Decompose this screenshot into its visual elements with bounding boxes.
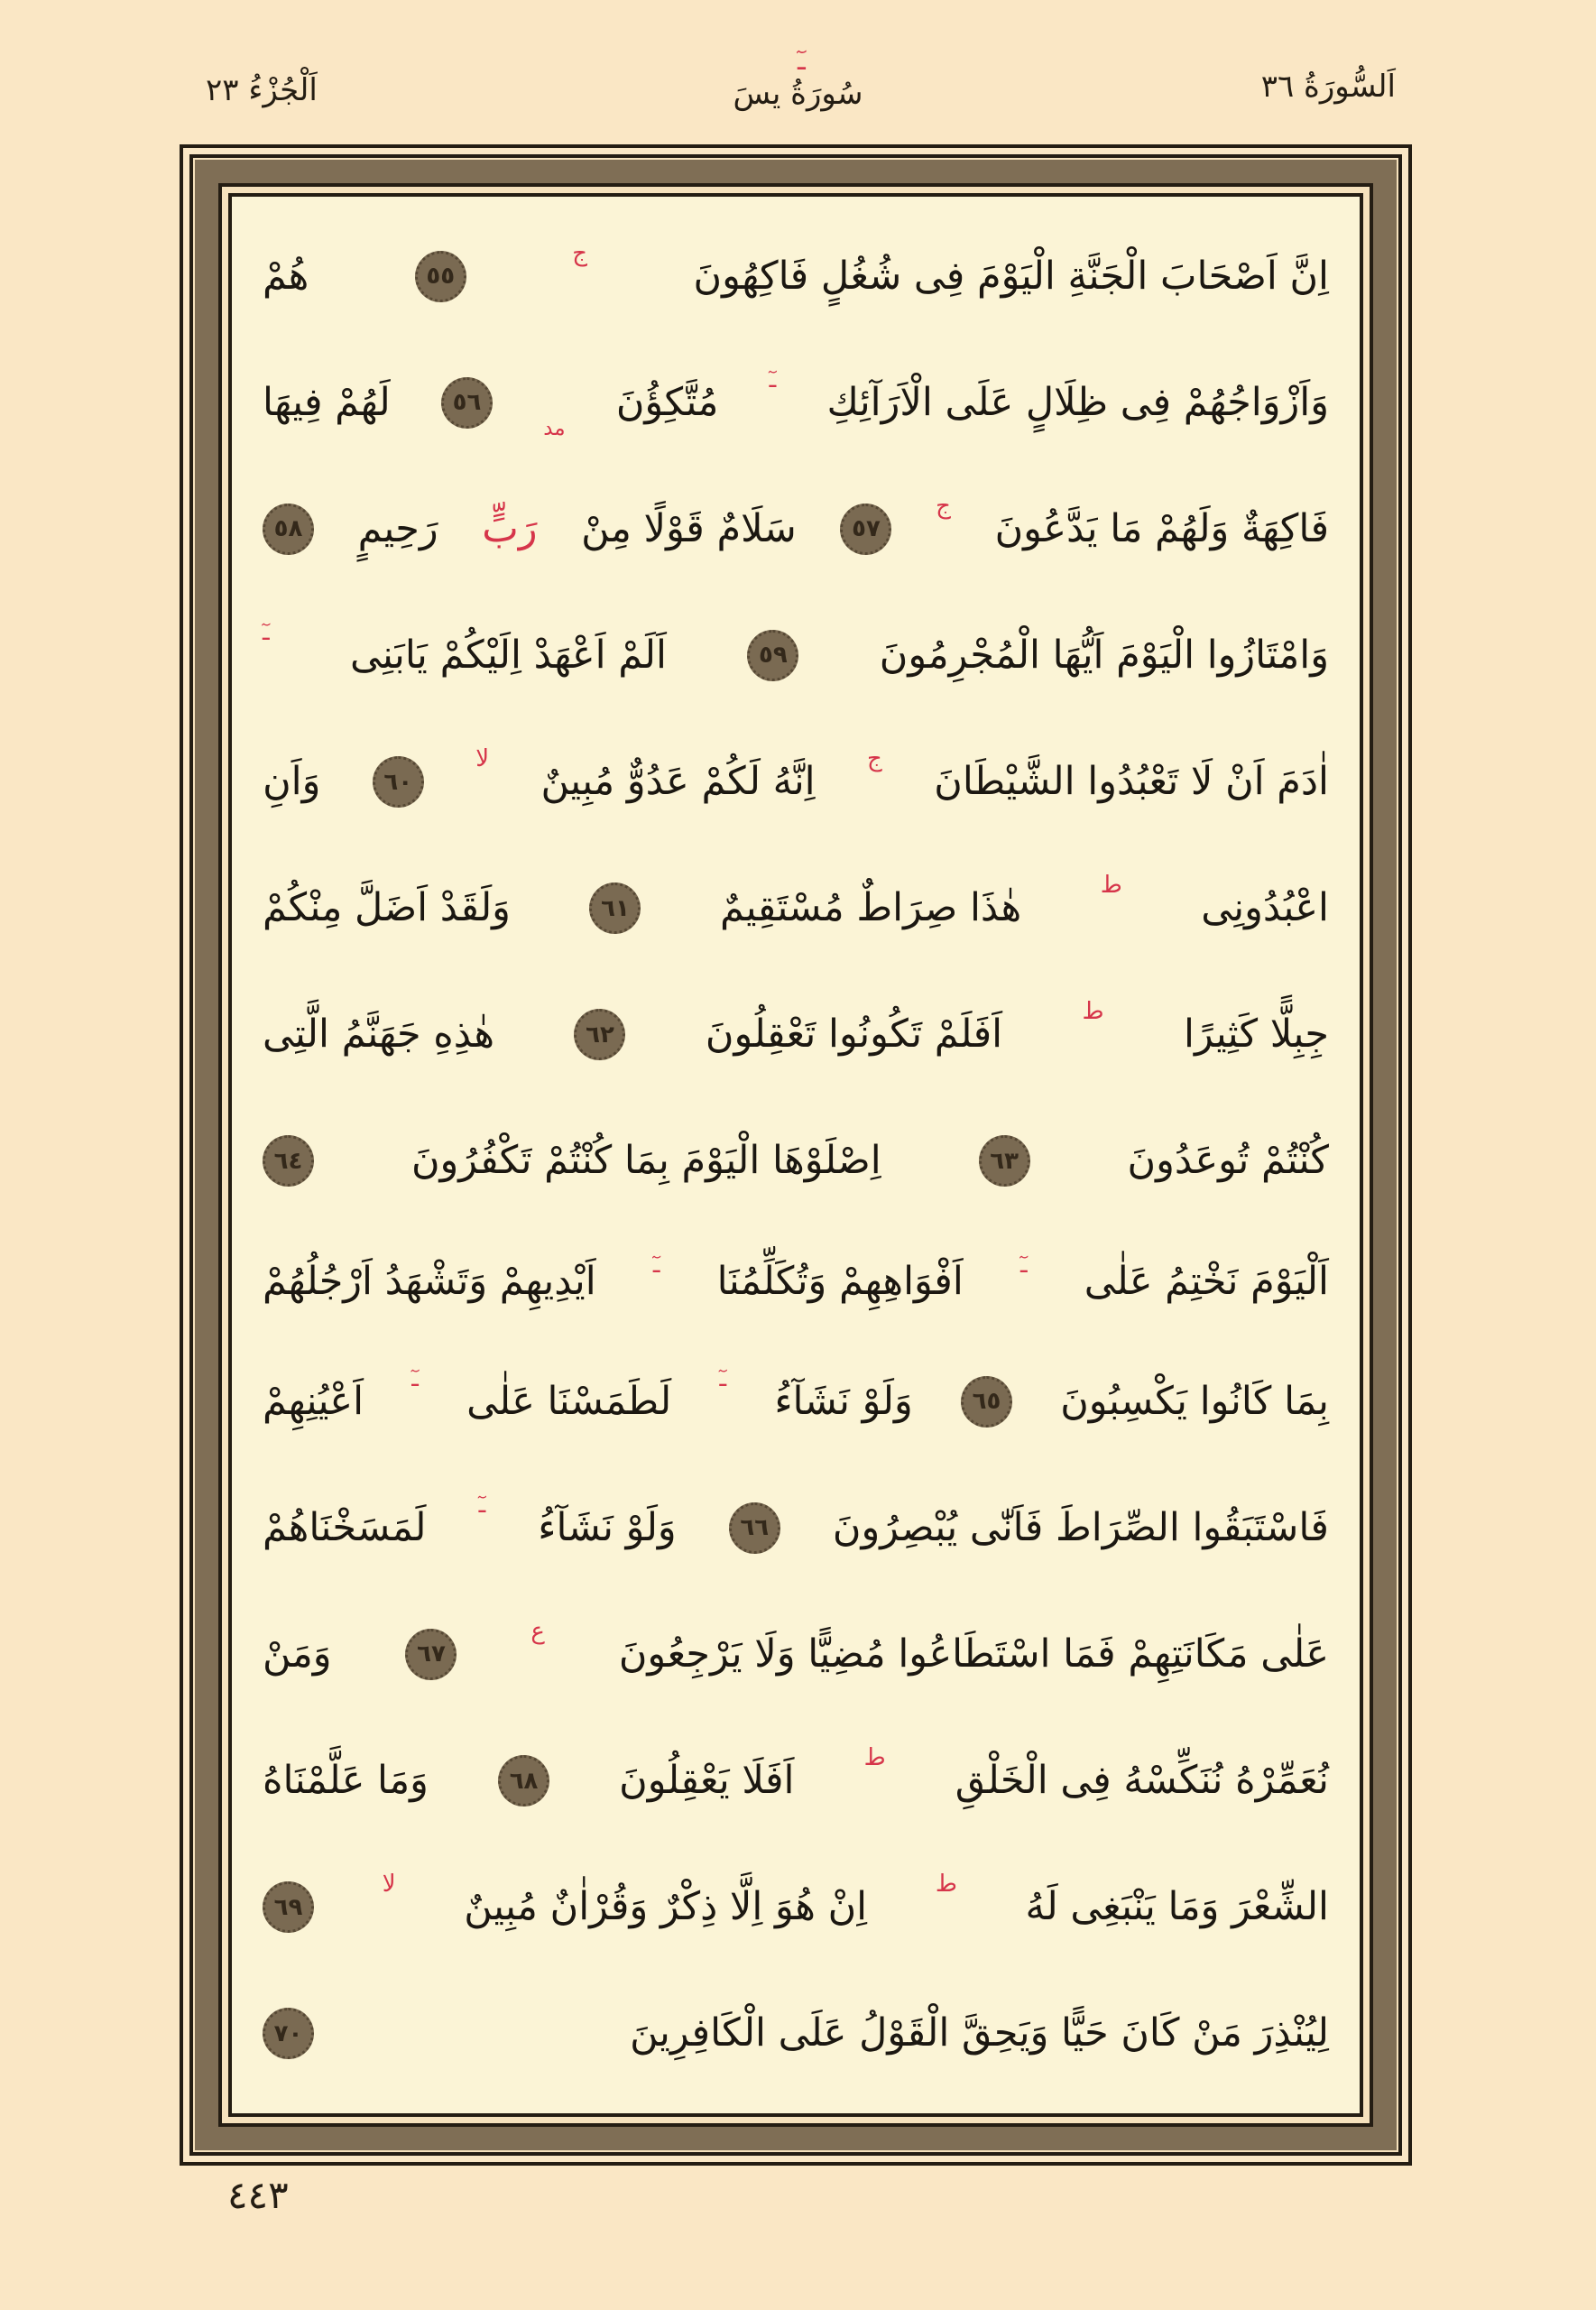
madd-mark-icon: ـٓ: [797, 45, 806, 77]
quran-line: [257, 745, 1334, 808]
verse-number-badge: ٦٢: [574, 1009, 625, 1060]
tajweed-mark: ع: [530, 1617, 545, 1645]
page-number: ٤٤٣: [227, 2173, 289, 2217]
tajweed-mark: ج: [572, 239, 588, 267]
quran-text-segment: اَيْدِيهِمْ وَتَشْهَدُ اَرْجُلُهُمْ: [263, 1258, 596, 1304]
ornamental-frame: [180, 144, 1412, 2166]
quran-text-segment: اِنَّ اَصْحَابَ الْجَنَّةِ الْيَوْمَ فِى شُغُلٍ فَاكِهُونَ: [693, 253, 1329, 299]
juz-label: اَلْجُزْءُ ٢٣: [206, 72, 318, 108]
verse-number-badge: ٥٦: [441, 377, 493, 429]
tajweed-mark: ـٓ: [719, 1364, 727, 1392]
quran-text-segment: الشِّعْرَ وَمَا يَنْبَغِى لَهُ: [1025, 1884, 1329, 1930]
quran-text-segment: اعْبُدُونِى: [1201, 885, 1329, 931]
quran-text-segment: اَعْيُنِهِمْ: [263, 1378, 364, 1424]
quran-text-segment: وَمَا عَلَّمْنَاهُ: [263, 1758, 429, 1804]
surah-title-text: سُورَةُ يسَ: [733, 76, 863, 112]
tajweed-mark: ط: [935, 1871, 957, 1899]
surah-number-label: اَلسُّورَةُ ٣٦: [1260, 69, 1396, 105]
tajweed-mark: ط: [1082, 998, 1104, 1026]
verse-number-badge: ٦٣: [979, 1135, 1030, 1187]
quran-line: [257, 998, 1334, 1060]
tajweed-mark: ـٓ: [411, 1364, 419, 1392]
quran-text-segment: اَلَمْ اَعْهَدْ اِلَيْكُمْ يَابَنِى: [350, 632, 667, 678]
quran-line: [257, 872, 1334, 934]
quran-text-segment: لَطَمَسْنَا عَلٰى: [466, 1378, 672, 1424]
verse-number-badge: ٦٨: [498, 1755, 549, 1806]
quran-line: [257, 1744, 1334, 1806]
quran-text-segment: نُعَمِّرْهُ نُنَكِّسْهُ فِى الْخَلْقِ: [955, 1758, 1329, 1804]
quran-line: [257, 2008, 1334, 2059]
quran-text-segment: وَاَزْوَاجُهُمْ فِى ظِلَالٍ عَلَى الْاَرَآئِكِ: [826, 379, 1329, 425]
tajweed-mark: ـٓ: [769, 365, 777, 393]
tajweed-mark: ـٓ: [652, 1251, 660, 1279]
quran-text-segment: هُمْ: [263, 253, 309, 299]
quran-text-segment: سَلَامٌ قَوْلًا مِنْ: [581, 505, 797, 551]
quran-line: [257, 365, 1334, 440]
quran-text-segment: وَلَوْ نَشَآءُ: [774, 1378, 913, 1424]
quran-text-segment: مُتَّكِؤُنَ: [615, 379, 719, 425]
page-header: [0, 45, 1596, 137]
tajweed-mark: ط: [1100, 872, 1122, 900]
tajweed-mark: لا: [475, 745, 490, 773]
quran-text-segment: لِيُنْذِرَ مَنْ كَانَ حَيًّا وَيَحِقَّ الْقَوْلُ عَلَى الْكَافِرِينَ: [630, 2010, 1329, 2056]
verse-number-badge: ٦٦: [729, 1502, 780, 1554]
quran-text-segment: لَهُمْ فِيهَا: [263, 379, 391, 425]
quran-line: [257, 1251, 1334, 1304]
verse-number-badge: ٧٠: [263, 2008, 314, 2059]
verse-number-badge: ٥٨: [263, 504, 314, 555]
quran-text-segment: اِنْ هُوَ اِلَّا ذِكْرٌ وَقُرْاٰنٌ مُبِينٌ: [464, 1884, 868, 1930]
quran-text-segment: فَاسْتَبَقُوا الصِّرَاطَ فَاَنّٰى يُبْصِرُونَ: [832, 1504, 1329, 1550]
tajweed-mark: ـٓ: [478, 1491, 486, 1519]
quran-text-segment: اَفْوَاهِهِمْ وَتُكَلِّمُنَا: [716, 1258, 964, 1304]
quran-line: [257, 618, 1334, 681]
quran-text-segment: وَامْتَازُوا الْيَوْمَ اَيُّهَا الْمُجْرِمُونَ: [879, 632, 1329, 678]
quran-text-segment: عَلٰى مَكَانَتِهِمْ فَمَا اسْتَطَاعُوا مُضِيًّا وَلَا يَرْجِعُونَ: [618, 1631, 1329, 1677]
quran-line: [257, 492, 1334, 555]
frame-second-rule: [189, 154, 1402, 2156]
quran-text-segment: رَحِيمٍ: [357, 505, 438, 551]
quran-text-segment: اَفَلَا يَعْقِلُونَ: [619, 1758, 795, 1804]
quran-text-segment: جِبِلًّا كَثِيرًا: [1184, 1012, 1329, 1058]
tajweed-mark: مد: [543, 416, 566, 440]
verse-number-badge: ٦٥: [961, 1376, 1012, 1428]
quran-text-segment: بِمَا كَانُوا يَكْسِبُونَ: [1060, 1378, 1329, 1424]
quran-line: [257, 1491, 1334, 1554]
frame-inner-rule: [218, 183, 1373, 2127]
verse-number-badge: ٥٩: [747, 630, 798, 681]
quran-text-segment: هٰذِهِ جَهَنَّمُ الَّتِى: [263, 1012, 495, 1058]
quran-line: [257, 1617, 1334, 1680]
quran-lines: [257, 213, 1334, 2097]
tajweed-mark: ـٓ: [1019, 1251, 1028, 1279]
verse-number-badge: ٦٠: [373, 756, 424, 808]
verse-number-badge: ٦٩: [263, 1881, 314, 1933]
tajweed-mark: ط: [863, 1744, 886, 1772]
quran-text-segment: وَاَنِ: [263, 759, 321, 805]
verse-number-badge: ٥٧: [840, 504, 891, 555]
verse-number-badge: ٦٧: [405, 1629, 457, 1680]
quran-text-segment: كُنْتُمْ تُوعَدُونَ: [1127, 1138, 1329, 1184]
tajweed-mark: ج: [867, 745, 882, 773]
verse-number-badge: ٥٥: [415, 251, 466, 302]
tajweed-mark: ج: [936, 492, 951, 520]
quran-line: [257, 1871, 1334, 1933]
quran-text-segment: فَاكِهَةٌ وَلَهُمْ مَا يَدَّعُونَ: [994, 505, 1329, 551]
quran-text-segment: اٰدَمَ اَنْ لَا تَعْبُدُوا الشَّيْطَانَ: [934, 759, 1329, 805]
quran-text-segment: وَمَنْ: [263, 1631, 332, 1677]
quran-text-segment: اَلْيَوْمَ نَخْتِمُ عَلٰى: [1084, 1258, 1329, 1304]
verse-number-badge: ٦٤: [263, 1135, 314, 1187]
quran-text-segment: لَمَسَخْنَاهُمْ: [263, 1504, 427, 1550]
quran-text-segment: اِنَّهُ لَكُمْ عَدُوٌّ مُبِينٌ: [540, 759, 816, 805]
quran-line: [257, 1135, 1334, 1187]
frame-outer-rule: [180, 144, 1412, 2166]
quran-text-segment: هٰذَا صِرَاطٌ مُسْتَقِيمٌ: [719, 885, 1022, 931]
quran-line: [257, 1364, 1334, 1428]
quran-line: [257, 239, 1334, 302]
text-panel: [228, 193, 1363, 2117]
quran-text-segment: وَلَوْ نَشَآءُ: [538, 1504, 677, 1550]
verse-number-badge: ٦١: [589, 882, 641, 934]
tajweed-mark: ـٓ: [263, 618, 270, 646]
quran-text-segment: اَفَلَمْ تَكُونُوا تَعْقِلُونَ: [705, 1012, 1003, 1058]
surah-title: [733, 45, 863, 112]
frame-brown-band: [195, 160, 1397, 2150]
tajweed-mark: لا: [382, 1871, 396, 1899]
quran-text-segment: وَلَقَدْ اَضَلَّ مِنْكُمْ: [263, 885, 511, 931]
quran-text-segment: اِصْلَوْهَا الْيَوْمَ بِمَا كُنْتُمْ تَكْفُرُونَ: [411, 1138, 881, 1184]
tajweed-word: رَبٍّ: [482, 505, 538, 551]
